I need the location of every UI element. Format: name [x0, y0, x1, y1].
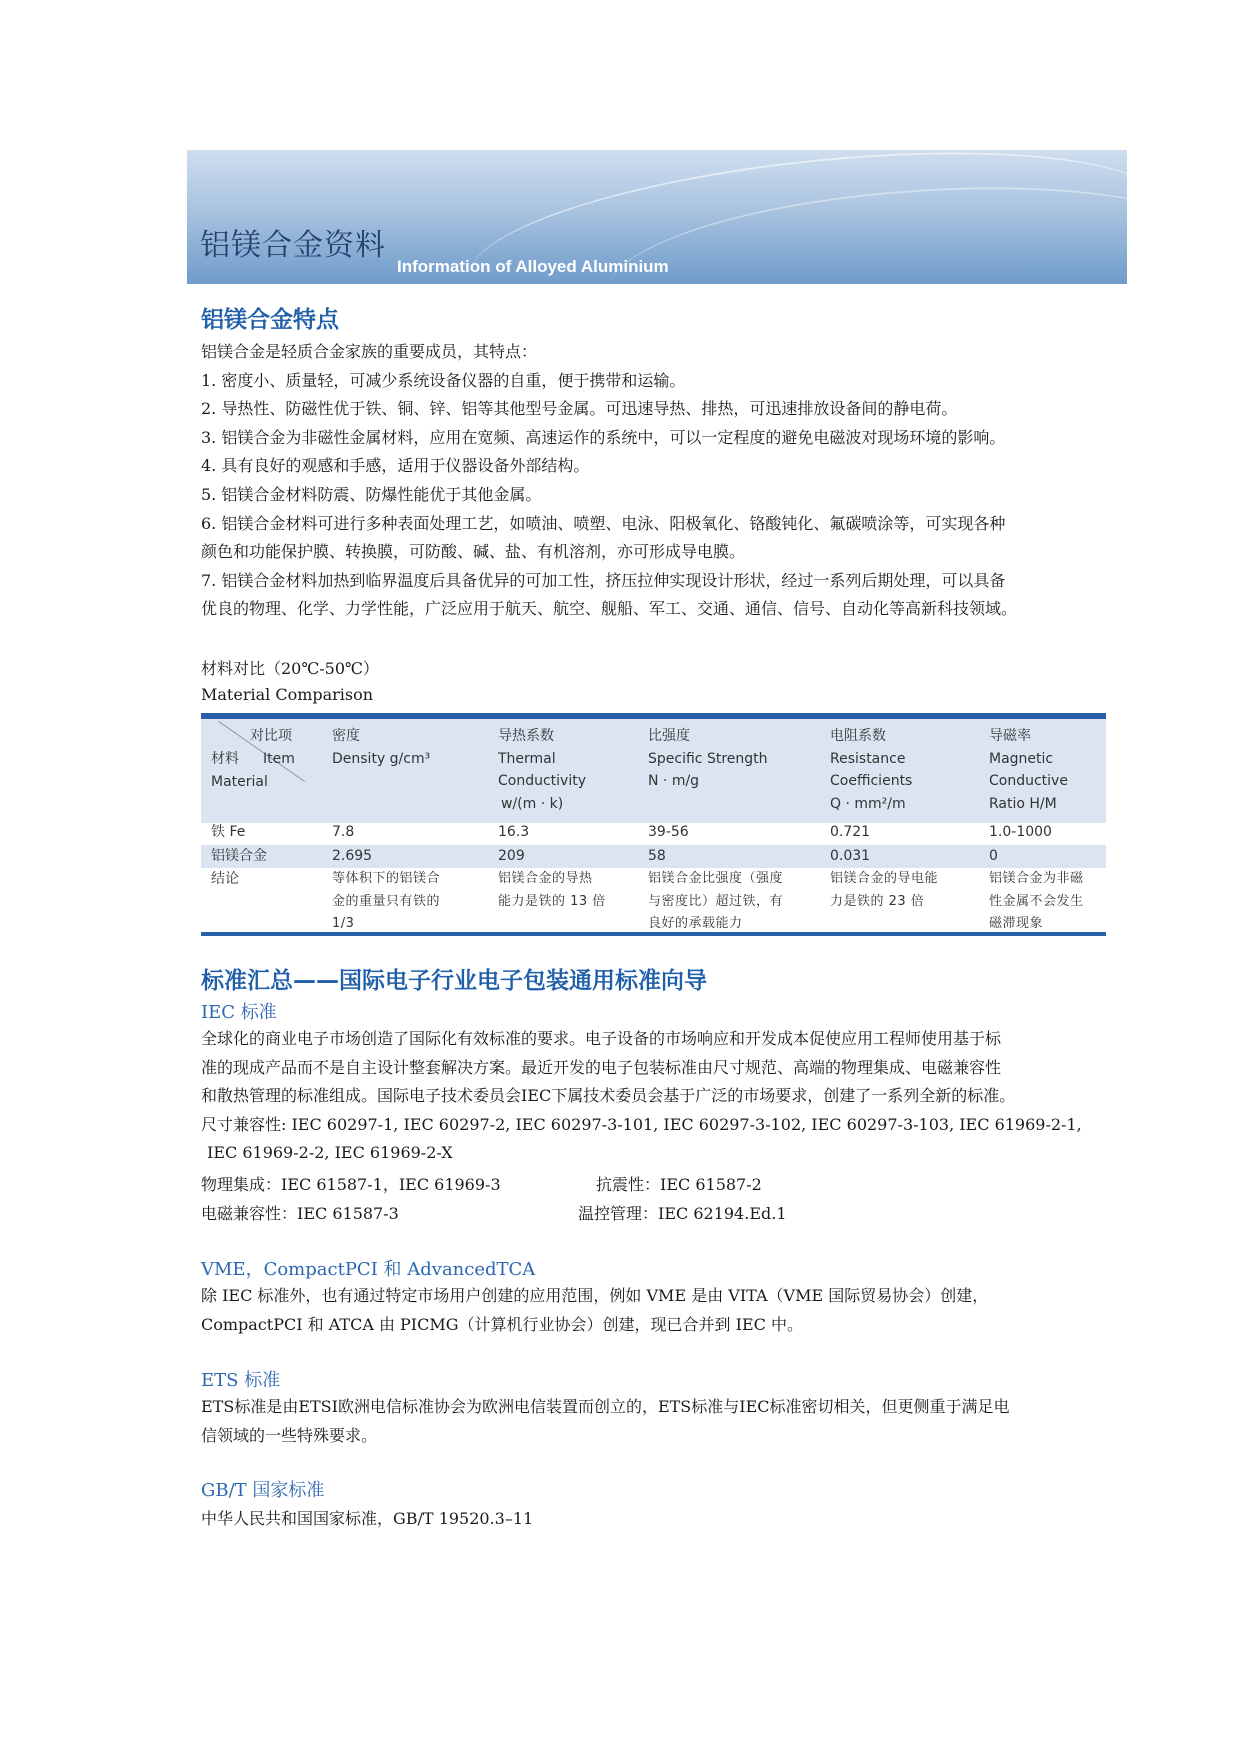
iec-physical: 物理集成：IEC 61587-1，IEC 61969-3 — [201, 1175, 501, 1194]
iec-thermal: 温控管理：IEC 62194.Ed.1 — [578, 1204, 787, 1223]
text-line: 3. 铝镁合金为非磁性金属材料，应用在宽频、高速运作的系统中，可以一定程度的避免电磁波对现场环境的影响。 — [201, 427, 1006, 447]
table-cell: 铝镁合金的导电能 力是铁的 23 倍 — [830, 871, 939, 909]
vme-text — [201, 1282, 1106, 1339]
table-cell: 58 — [648, 848, 666, 864]
column-header: 比强度 Specific Strength N · m/g — [648, 728, 768, 789]
header-banner — [187, 150, 1127, 284]
text-line: 全球化的商业电子市场创造了国际化有效标准的要求。电子设备的市场响应和开发成本促使应用工程师使用基于标 — [201, 1029, 1002, 1048]
text-line: IEC 61969-2-2, IEC 61969-2-X — [207, 1143, 453, 1163]
iec-title: IEC 标准 — [201, 1002, 277, 1023]
corner-label: Item — [263, 751, 295, 767]
features-text — [201, 338, 1106, 624]
text-line: 2. 导热性、防磁性优于铁、铜、锌、铝等其他型号金属。可迅速导热、排热，可迅速排放设备间的静电荷。 — [201, 399, 958, 419]
table-cell: 铝镁合金比强度（强度 与密度比）超过铁，有 良好的承载能力 — [648, 871, 784, 931]
text-line: 7. 铝镁合金材料加热到临界温度后具备优异的可加工性，挤压拉伸实现设计形状，经过一系列后期处理，可以具备 — [201, 570, 1006, 590]
iec-emc: 电磁兼容性：IEC 61587-3 — [201, 1204, 399, 1223]
table-cell: 铝镁合金为非磁 性金属不会发生 磁滞现象 — [989, 871, 1084, 931]
text-line: 5. 铝镁合金材料防震、防爆性能优于其他金属。 — [201, 484, 542, 504]
banner-title-cn: 铝镁合金资料 — [200, 228, 386, 263]
table-cell: 铝镁合金的导热 能力是铁的 13 倍 — [498, 871, 606, 909]
text-line: 1. 密度小、质量轻，可减少系统设备仪器的自重，便于携带和运输。 — [201, 370, 686, 390]
table-cell: 39-56 — [648, 824, 689, 840]
table-cell: 等体积下的铝镁合 金的重量只有铁的 1/3 — [332, 871, 441, 931]
column-header: 导热系数 Thermal Conductivity w/(m · k) — [498, 728, 586, 812]
table-cell: 209 — [498, 848, 525, 864]
table-cell: 1.0-1000 — [989, 824, 1052, 840]
row-label: 铁 Fe — [211, 824, 246, 840]
table-cell: 2.695 — [332, 848, 373, 864]
corner-label: 对比项 — [250, 728, 292, 744]
corner-label: 材料 — [211, 751, 239, 767]
text-line: 优良的物理、化学、力学性能，广泛应用于航天、航空、舰船、军工、交通、通信、信号、自动化等高新科技领域。 — [201, 599, 1018, 619]
text-line: CompactPCI 和 ATCA 由 PICMG（计算机行业协会）创建，现已合并到 IEC 中。 — [201, 1314, 803, 1334]
comparison-caption-en: Material Comparison — [201, 685, 374, 704]
column-header: 导磁率 Magnetic Conductive Ratio H/M — [989, 728, 1068, 812]
table-cell: 0.721 — [830, 824, 871, 840]
banner-title-en: Information of Alloyed Aluminium — [397, 257, 669, 276]
text-line: 6. 铝镁合金材料可进行多种表面处理工艺，如喷油、喷塑、电泳、阳极氧化、铬酸钝化、氟碳喷涂等，可实现各种 — [201, 513, 1006, 533]
table-cell: 0 — [989, 848, 998, 864]
iec-seismic: 抗震性：IEC 61587-2 — [596, 1175, 762, 1194]
gbt-text: 中华人民共和国国家标准，GB/T 19520.3–11 — [201, 1509, 534, 1528]
ets-title: ETS 标准 — [201, 1370, 281, 1391]
text-line: 除 IEC 标准外，也有通过特定市场用户创建的应用范围，例如 VME 是由 VITA（VME 国际贸易协会）创建， — [201, 1286, 989, 1305]
table-cell: 0.031 — [830, 848, 871, 864]
vme-title: VME，CompactPCI 和 AdvancedTCA — [201, 1259, 536, 1280]
features-heading: 铝镁合金特点 — [201, 307, 339, 333]
text-line: ETS标准是由ETSI欧洲电信标准协会为欧洲电信装置而创立的，ETS标准与IEC标准密切相关，但更侧重于满足电 — [201, 1397, 1010, 1416]
standards-heading: 标准汇总——国际电子行业电子包装通用标准向导 — [201, 968, 707, 994]
iec-text — [201, 1025, 1106, 1168]
ets-text — [201, 1393, 1106, 1450]
table-cell: 16.3 — [498, 824, 530, 840]
column-header: 电阻系数 Resistance Coefficients Q · mm²/m — [830, 728, 913, 812]
text-line: 和散热管理的标准组成。国际电子技术委员会IEC下属技术委员会基于广泛的市场要求，创建了一系列全新的标准。 — [201, 1086, 1016, 1106]
comparison-table — [201, 713, 1106, 936]
text-line: 信领域的一些特殊要求。 — [201, 1425, 378, 1445]
text-line: 尺寸兼容性: IEC 60297-1, IEC 60297-2, IEC 60297-3-101, IEC 60297-3-102, IEC 60297-3-103, IEC 61969-2-1, — [201, 1114, 1082, 1134]
comparison-caption-cn: 材料对比（20℃-50℃） — [201, 659, 379, 678]
gbt-title: GB/T 国家标准 — [201, 1480, 325, 1501]
text-line: 准的现成产品而不是自主设计整套解决方案。最近开发的电子包装标准由尺寸规范、高端的物理集成、电磁兼容性 — [201, 1057, 1002, 1077]
row-label: 铝镁合金 — [211, 848, 267, 864]
text-line: 颜色和功能保护膜、转换膜，可防酸、碱、盐、有机溶剂，亦可形成导电膜。 — [201, 542, 746, 562]
row-label: 结论 — [211, 871, 239, 887]
text-line: 铝镁合金是轻质合金家族的重要成员，其特点： — [201, 342, 538, 361]
table-cell: 7.8 — [332, 824, 355, 840]
corner-label: Material — [211, 774, 268, 790]
column-header: 密度 Density g/cm³ — [332, 728, 431, 767]
text-line: 4. 具有良好的观感和手感，适用于仪器设备外部结构。 — [201, 456, 590, 476]
